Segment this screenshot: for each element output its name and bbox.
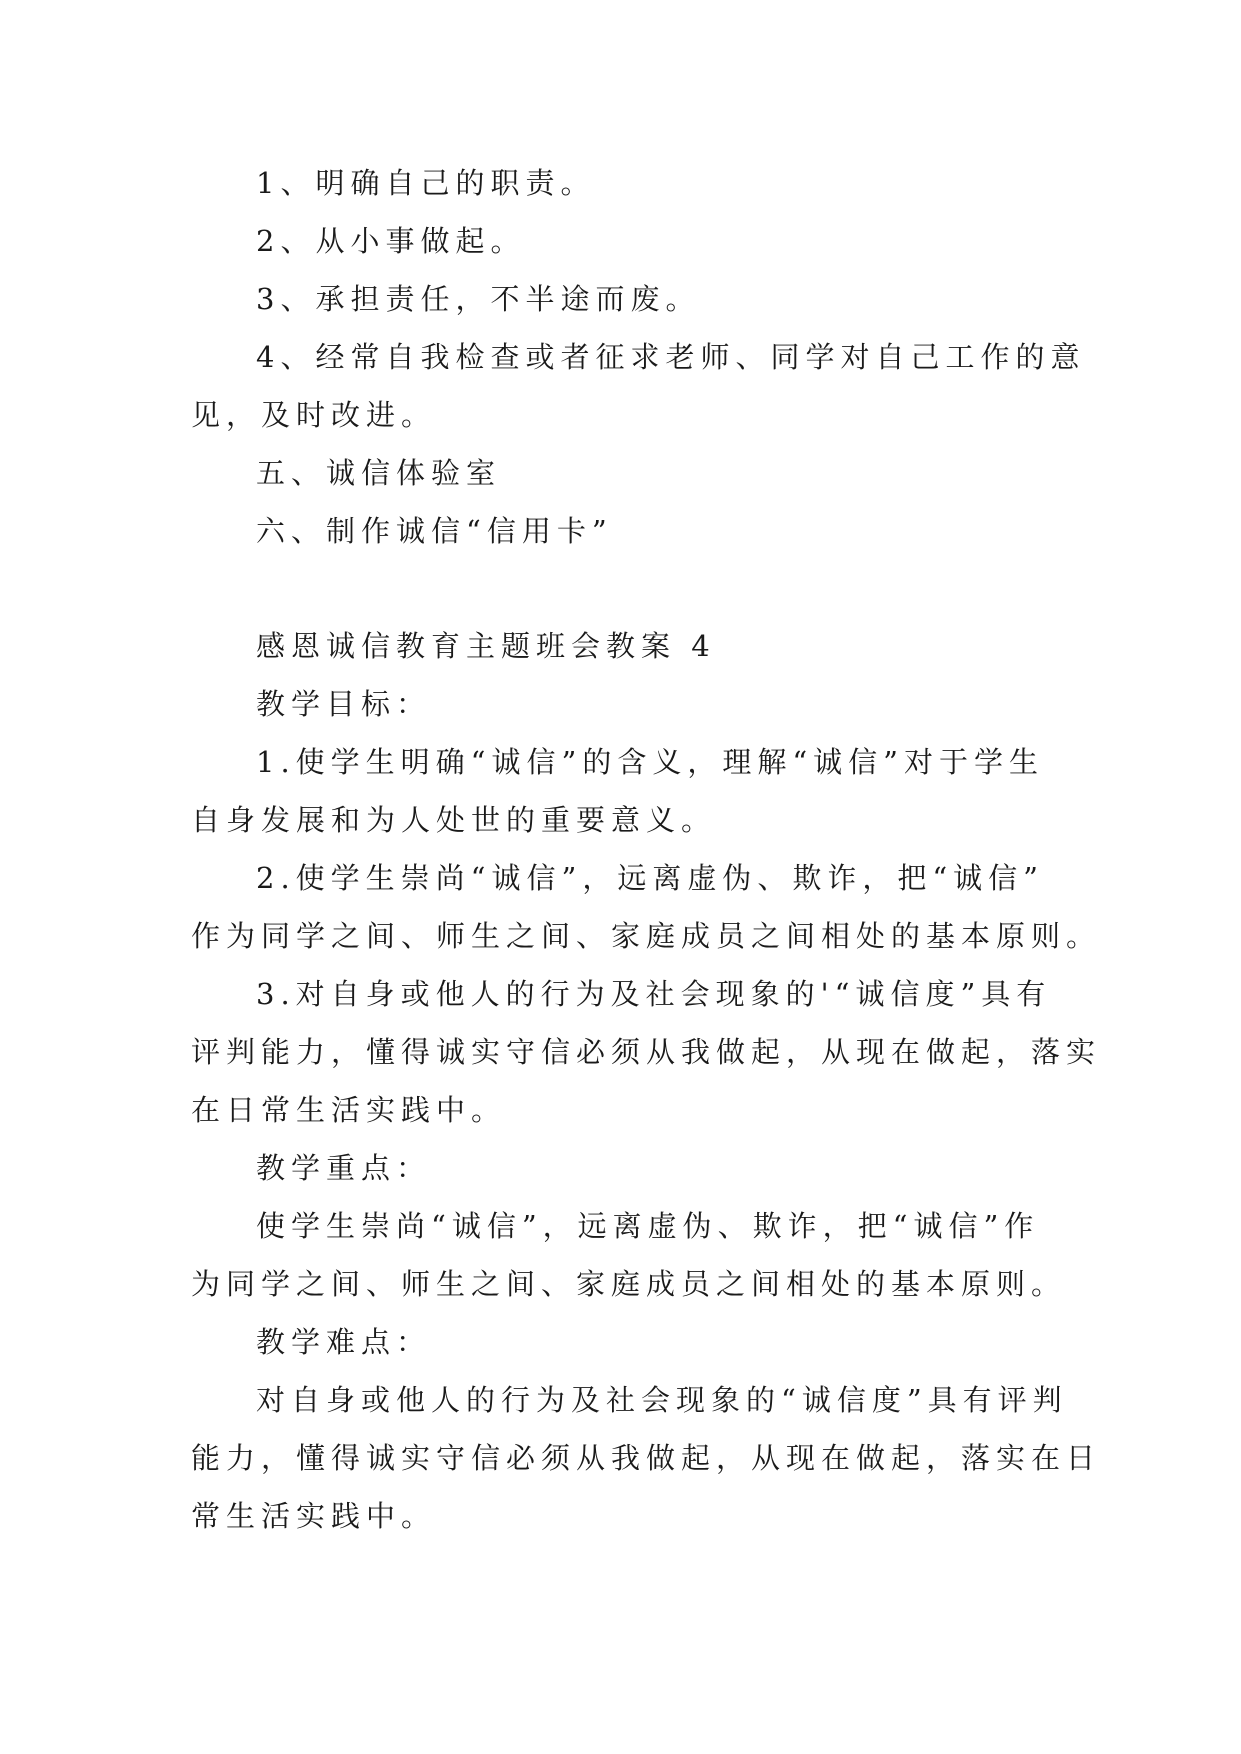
list-item-4-line-1: 4、经常自我检查或者征求老师、同学对自己工作的意	[256, 340, 1086, 374]
list-item-4-line-2: 见，及时改进。	[191, 398, 437, 432]
list-item-text: 1、明确自己的职责。	[256, 166, 596, 200]
difficulty-line-3: 常生活实践中。	[191, 1499, 437, 1533]
keypoint-heading-text: 教学重点：	[256, 1151, 432, 1185]
objective-3-line-2: 评判能力，懂得诚实守信必须从我做起，从现在做起，落实	[191, 1035, 1102, 1069]
objective-1-line-1: 1.使学生明确“诚信”的含义，理解“诚信”对于学生	[256, 745, 1044, 779]
difficulty-heading-text: 教学难点：	[256, 1325, 432, 1359]
section-six-text: 六、制作诚信“信用卡”	[256, 514, 613, 548]
objective-3-line-1: 3.对自身或他人的行为及社会现象的'“诚信度”具有	[256, 977, 1052, 1011]
objective-2-line-2: 作为同学之间、师生之间、家庭成员之间相处的基本原则。	[191, 919, 1102, 953]
difficulty-heading	[0, 1313, 431, 1371]
difficulty-line-1: 对自身或他人的行为及社会现象的“诚信度”具有评判	[256, 1383, 1068, 1417]
objective-1-line-2: 自身发展和为人处世的重要意义。	[191, 803, 717, 837]
lesson-title	[0, 617, 716, 675]
objective-2-line-1: 2.使学生崇尚“诚信”，远离虚伪、欺诈，把“诚信”	[256, 861, 1044, 895]
objective-1	[0, 733, 1044, 849]
objective-2	[0, 849, 1101, 965]
keypoint-paragraph	[0, 1197, 1066, 1313]
objectives-heading	[0, 675, 431, 733]
list-item-text: 2、从小事做起。	[256, 224, 526, 258]
keypoint-line-2: 为同学之间、师生之间、家庭成员之间相处的基本原则。	[191, 1267, 1067, 1301]
keypoint-line-1: 使学生崇尚“诚信”，远离虚伪、欺诈，把“诚信”作	[256, 1209, 1040, 1243]
section-six-heading	[0, 502, 613, 560]
section-five-heading	[0, 444, 501, 502]
list-item-3	[0, 270, 700, 328]
objective-3	[0, 965, 1101, 1139]
list-item-2	[0, 212, 525, 270]
objectives-heading-text: 教学目标：	[256, 687, 432, 721]
section-five-text: 五、诚信体验室	[256, 456, 502, 490]
list-item-4	[0, 328, 1085, 444]
difficulty-paragraph	[0, 1371, 1101, 1545]
list-item-1	[0, 154, 595, 212]
list-item-text: 3、承担责任，不半途而废。	[256, 282, 701, 316]
difficulty-line-2: 能力，懂得诚实守信必须从我做起，从现在做起，落实在日	[191, 1441, 1102, 1475]
keypoint-heading	[0, 1139, 431, 1197]
lesson-title-text: 感恩诚信教育主题班会教案 4	[256, 629, 716, 663]
objective-3-line-3: 在日常生活实践中。	[191, 1093, 507, 1127]
